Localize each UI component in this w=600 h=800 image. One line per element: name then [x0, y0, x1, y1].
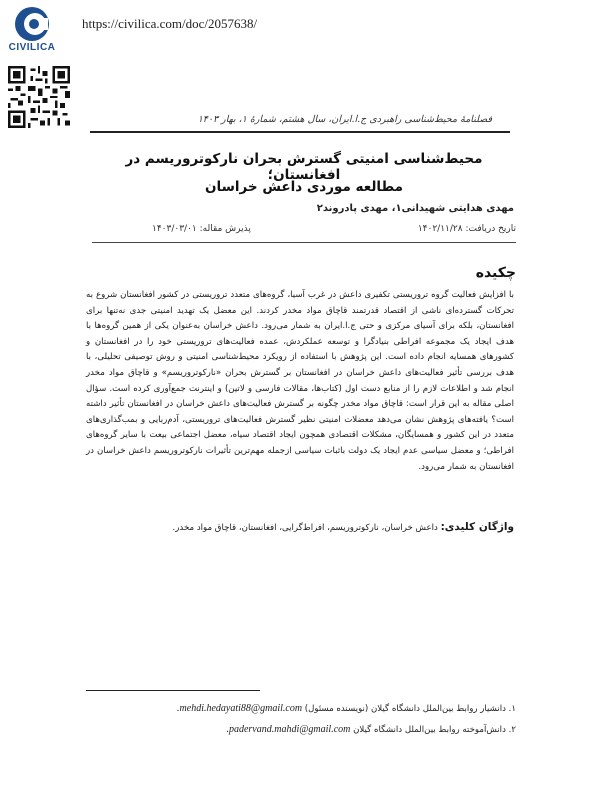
dates-divider [92, 242, 516, 243]
keywords-text: داعش خراسان، نارکوتروریسم، افراط‌گرایی، افغانستان، قاچاق مواد مخدر. [172, 523, 438, 533]
paper-title-line2: مطالعه موردی داعش خراسان [205, 179, 403, 195]
footnote-2-email[interactable]: padervand.mahdi@gmail.com. [226, 724, 351, 735]
abstract-heading: چکیده [475, 265, 516, 281]
dates-row [92, 224, 516, 238]
keywords [86, 521, 514, 533]
authors: مهدی هدایتی شهیدانی۱، مهدی پادروند۲ [316, 203, 514, 214]
abstract-text: با افزایش فعالیت گروه تروریستی تکفیری داعش در غرب آسیا، گروه‌های متعدد تروریستی در کشور افغانستان شروع به تحرکات گسترده‌ای ناشی از اقتصاد قدرتمند قاچاق مواد مخدر کردند. این معضل یک تهدید امنیتی جدی نه‌تنها برای افغانستان، بلکه برای آسیای مرکزی و حتی ج.ا.ایران به شمار می‌رود. داعش خراسان به‌عنوان یکی از همین گروه‌ها با هدف ایجاد یک مجموعه افراطی بنیادگرا و توسعه عملکردش، عمده فعالیت‌های تروریستی خود را در افغانستان و کشورهای همسایه انجام داده است. این پژوهش با استفاده از رویکرد محیط‌شناسی امنیتی و روش توصیفی تحلیلی، با هدف بررسی تأثیر فعالیت‌های داعش خراسان در افغانستان بر گسترش بحران «نارکوتروریسم» و قاچاق مواد مخدر انجام شد و اطلاعات لازم را از منابع دست اول (کتاب‌ها، مقالات فارسی و لاتین) و اینترنت جمع‌آوری کرده است. سؤال اصلی مقاله به این قرار است: قاچاق مواد مخدر چگونه بر گسترش فعالیت‌های داعش خراسان در افغانستان تأثیر داشته است؟ یافته‌های پژوهش نشان می‌دهد معضلات امنیتی نظیر گسترش فعالیت‌های تروریستی، آدم‌ربایی و بمب‌گذاری‌های متعدد در این کشور و همسایگان، مشکلات اقتصادی همچون ایجاد اقتصاد سیاه، معضل اجتماعی بیعت با سایر گروه‌های افراطی؛ و معضل سیاسی عدم ایجاد یک دولت باثبات سیاسی ازجمله مهم‌ترین تأثیرات نارکوتروریسم داعش خراسان در افغانستان به شمار می‌رود. [86, 290, 514, 472]
paper-title-line1: محیط‌شناسی امنیتی گسترش بحران نارکوتروریسم در افغانستان؛ [125, 151, 483, 183]
keywords-label: واژگان کلیدی: [440, 521, 514, 533]
journal-info: فصلنامهٔ محیط‌شناسی راهبردی ج.ا.ایران، سال هشتم، شمارهٔ ۱، بهار ۱۴۰۳ [197, 114, 492, 125]
footnote-2-text: ۲. دانش‌آموخته روابط بین‌الملل دانشگاه گیلان [353, 725, 516, 735]
footnote-1-text: ۱. دانشیار روابط بین‌الملل دانشگاه گیلان (نویسنده مسئول) [304, 704, 516, 714]
footnote-1 [86, 703, 516, 714]
logo-text: CIVILICA [8, 42, 56, 53]
qr-code-icon [8, 66, 70, 128]
footnote-1-email[interactable]: mehdi.hedayati88@gmail.com. [177, 703, 303, 714]
footnote-divider [86, 690, 260, 691]
document-url[interactable]: https://civilica.com/doc/2057638/ [82, 16, 258, 31]
received-date: تاریخ دریافت: ۱۴۰۲/۱۱/۲۸ [417, 224, 516, 234]
header-divider [90, 131, 510, 133]
accepted-date: پذیرش مقاله: ۱۴۰۳/۰۳/۰۱ [152, 224, 251, 234]
footnote-2 [86, 724, 516, 735]
